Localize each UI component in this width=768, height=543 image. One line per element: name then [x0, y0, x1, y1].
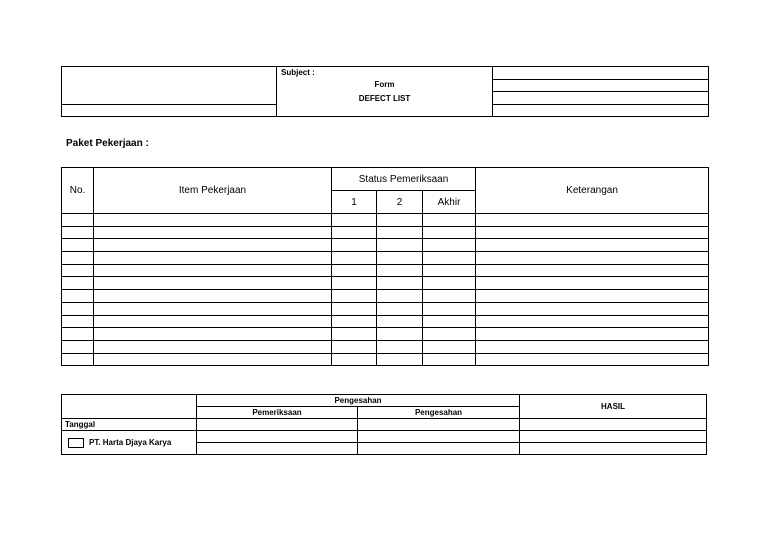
table-row [62, 264, 709, 277]
col-header-keterangan: Keterangan [476, 168, 709, 214]
approval-table [61, 394, 707, 455]
no-cell[interactable] [62, 252, 94, 265]
pengesahan-subheader: Pengesahan [358, 407, 520, 419]
table-row [62, 353, 709, 366]
keterangan-cell[interactable] [476, 302, 709, 315]
no-cell[interactable] [62, 214, 94, 227]
table-row [62, 214, 709, 227]
status-1-cell[interactable] [332, 226, 377, 239]
status-2-cell[interactable] [377, 340, 423, 353]
keterangan-cell[interactable] [476, 239, 709, 252]
item-cell[interactable] [94, 340, 332, 353]
col-header-status-akhir: Akhir [423, 191, 476, 214]
pengesahan-header: Pengesahan [197, 395, 520, 407]
defect-list-body [62, 214, 709, 366]
status-2-cell[interactable] [377, 315, 423, 328]
item-cell[interactable] [94, 252, 332, 265]
header-bottom-left-cell [62, 104, 277, 116]
form-header-table [61, 66, 709, 117]
company-hasil-cell[interactable] [520, 443, 707, 455]
no-cell[interactable] [62, 226, 94, 239]
no-cell[interactable] [62, 239, 94, 252]
no-cell[interactable] [62, 290, 94, 303]
hasil-header: HASIL [520, 395, 707, 419]
tanggal-label: Tanggal [62, 419, 197, 431]
status-1-cell[interactable] [332, 264, 377, 277]
status-akhir-cell[interactable] [423, 302, 476, 315]
status-akhir-cell[interactable] [423, 226, 476, 239]
keterangan-cell[interactable] [476, 328, 709, 341]
status-akhir-cell[interactable] [423, 353, 476, 366]
col-header-status: Status Pemeriksaan [332, 168, 476, 191]
company-hasil-cell[interactable] [520, 431, 707, 443]
keterangan-cell[interactable] [476, 340, 709, 353]
status-akhir-cell[interactable] [423, 328, 476, 341]
no-cell[interactable] [62, 264, 94, 277]
status-2-cell[interactable] [377, 302, 423, 315]
keterangan-cell[interactable] [476, 226, 709, 239]
company-pemeriksaan-cell[interactable] [197, 431, 358, 443]
no-cell[interactable] [62, 340, 94, 353]
status-2-cell[interactable] [377, 239, 423, 252]
item-cell[interactable] [94, 315, 332, 328]
item-cell[interactable] [94, 277, 332, 290]
item-cell[interactable] [94, 214, 332, 227]
table-row [62, 315, 709, 328]
keterangan-cell[interactable] [476, 252, 709, 265]
paket-pekerjaan-label: Paket Pekerjaan : [66, 138, 149, 149]
company-pengesahan-cell[interactable] [358, 431, 520, 443]
table-row [62, 277, 709, 290]
company-pemeriksaan-cell[interactable] [197, 443, 358, 455]
header-info-cell [493, 67, 709, 80]
header-info-cell [493, 80, 709, 92]
status-2-cell[interactable] [377, 277, 423, 290]
status-1-cell[interactable] [332, 315, 377, 328]
item-cell[interactable] [94, 290, 332, 303]
keterangan-cell[interactable] [476, 214, 709, 227]
status-1-cell[interactable] [332, 328, 377, 341]
table-row [62, 226, 709, 239]
status-2-cell[interactable] [377, 214, 423, 227]
table-row [62, 239, 709, 252]
item-cell[interactable] [94, 353, 332, 366]
status-akhir-cell[interactable] [423, 277, 476, 290]
table-row [62, 340, 709, 353]
table-row [62, 252, 709, 265]
tanggal-hasil-cell[interactable] [520, 419, 707, 431]
no-cell[interactable] [62, 315, 94, 328]
col-header-status-1: 1 [332, 191, 377, 214]
status-2-cell[interactable] [377, 252, 423, 265]
table-row [62, 290, 709, 303]
item-cell[interactable] [94, 302, 332, 315]
header-logo-cell [62, 67, 277, 105]
defect-list-table [61, 167, 709, 366]
item-cell[interactable] [94, 226, 332, 239]
status-akhir-cell[interactable] [423, 264, 476, 277]
status-2-cell[interactable] [377, 264, 423, 277]
status-1-cell[interactable] [332, 302, 377, 315]
status-1-cell[interactable] [332, 353, 377, 366]
status-akhir-cell[interactable] [423, 290, 476, 303]
no-cell[interactable] [62, 328, 94, 341]
subject-label: Subject : [281, 68, 315, 77]
tanggal-pemeriksaan-cell[interactable] [197, 419, 358, 431]
status-1-cell[interactable] [332, 340, 377, 353]
status-2-cell[interactable] [377, 353, 423, 366]
header-subject-cell [277, 67, 493, 117]
keterangan-cell[interactable] [476, 315, 709, 328]
status-1-cell[interactable] [332, 239, 377, 252]
company-cell [62, 431, 197, 455]
status-akhir-cell[interactable] [423, 239, 476, 252]
status-akhir-cell[interactable] [423, 252, 476, 265]
header-info-cell [493, 92, 709, 104]
keterangan-cell[interactable] [476, 277, 709, 290]
keterangan-cell[interactable] [476, 264, 709, 277]
status-1-cell[interactable] [332, 290, 377, 303]
no-cell[interactable] [62, 277, 94, 290]
form-title: DEFECT LIST [358, 94, 411, 103]
approval-blank-cell [62, 395, 197, 419]
status-2-cell[interactable] [377, 226, 423, 239]
status-1-cell[interactable] [332, 252, 377, 265]
company-checkbox[interactable] [68, 438, 84, 448]
col-header-status-2: 2 [377, 191, 423, 214]
status-1-cell[interactable] [332, 277, 377, 290]
status-akhir-cell[interactable] [423, 214, 476, 227]
status-1-cell[interactable] [332, 214, 377, 227]
status-2-cell[interactable] [377, 290, 423, 303]
keterangan-cell[interactable] [476, 290, 709, 303]
company-pengesahan-cell[interactable] [358, 443, 520, 455]
status-2-cell[interactable] [377, 328, 423, 341]
status-akhir-cell[interactable] [423, 340, 476, 353]
item-cell[interactable] [94, 239, 332, 252]
table-row [62, 302, 709, 315]
header-info-cell [493, 104, 709, 116]
item-cell[interactable] [94, 328, 332, 341]
tanggal-pengesahan-cell[interactable] [358, 419, 520, 431]
status-akhir-cell[interactable] [423, 315, 476, 328]
pemeriksaan-subheader: Pemeriksaan [197, 407, 358, 419]
item-cell[interactable] [94, 264, 332, 277]
table-row [62, 328, 709, 341]
no-cell[interactable] [62, 302, 94, 315]
company-name: PT. Harta Djaya Karya [89, 437, 172, 447]
form-label: Form [374, 80, 395, 89]
col-header-item: Item Pekerjaan [94, 168, 332, 214]
no-cell[interactable] [62, 353, 94, 366]
keterangan-cell[interactable] [476, 353, 709, 366]
col-header-no: No. [62, 168, 94, 214]
